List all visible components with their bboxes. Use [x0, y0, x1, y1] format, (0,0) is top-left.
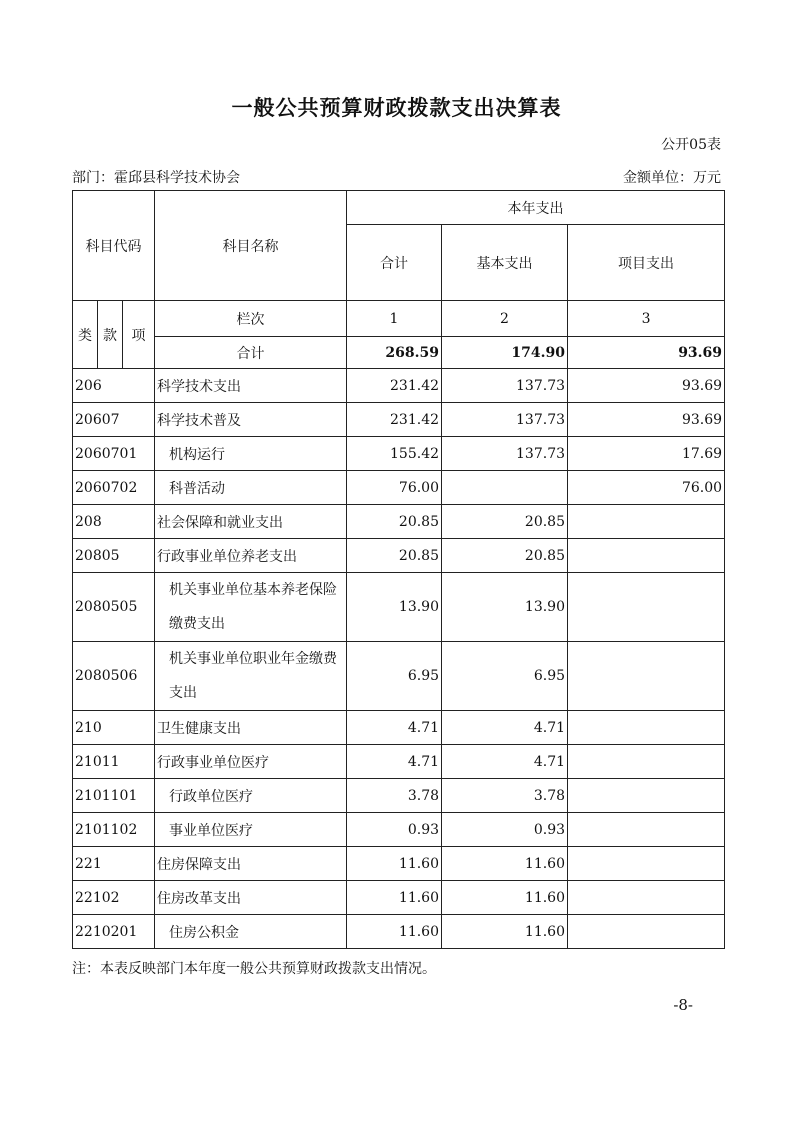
row-name: 行政事业单位养老支出	[155, 539, 347, 573]
header-current-year: 本年支出	[347, 191, 725, 225]
table-row	[73, 539, 725, 573]
row-total: 3.78	[347, 779, 442, 813]
table-row	[73, 779, 725, 813]
row-total: 0.93	[347, 813, 442, 847]
row-project	[568, 573, 725, 642]
table-row	[73, 813, 725, 847]
table-row	[73, 437, 725, 471]
row-code: 208	[73, 505, 155, 539]
form-number: 公开05表	[661, 137, 721, 153]
row-project: 17.69	[568, 437, 725, 471]
row-name: 住房改革支出	[155, 881, 347, 915]
row-name: 社会保障和就业支出	[155, 505, 347, 539]
row-basic: 4.71	[442, 745, 568, 779]
row-project: 93.69	[568, 403, 725, 437]
row-total: 231.42	[347, 403, 442, 437]
unit-label: 金额单位：万元	[623, 170, 721, 186]
expenditure-table	[72, 190, 725, 949]
row-code: 22102	[73, 881, 155, 915]
row-project	[568, 539, 725, 573]
row-name: 机关事业单位基本养老保险缴费支出	[155, 573, 347, 642]
row-code: 21011	[73, 745, 155, 779]
row-project: 76.00	[568, 471, 725, 505]
row-basic: 11.60	[442, 881, 568, 915]
sum-basic: 174.90	[442, 337, 568, 369]
row-project	[568, 915, 725, 949]
row-basic: 11.60	[442, 915, 568, 949]
row-basic: 11.60	[442, 847, 568, 881]
row-total: 155.42	[347, 437, 442, 471]
row-name: 卫生健康支出	[155, 711, 347, 745]
row-project	[568, 642, 725, 711]
table-row	[73, 471, 725, 505]
row-code: 206	[73, 369, 155, 403]
row-basic: 6.95	[442, 642, 568, 711]
header-basic: 基本支出	[442, 225, 568, 301]
page-number: -8-	[673, 996, 693, 1014]
row-name: 住房公积金	[155, 915, 347, 949]
header-name: 科目名称	[155, 191, 347, 301]
department-label: 部门：霍邱县科学技术协会	[72, 170, 240, 186]
row-project	[568, 813, 725, 847]
row-total: 11.60	[347, 847, 442, 881]
row-project	[568, 505, 725, 539]
row-name: 机关事业单位职业年金缴费支出	[155, 642, 347, 711]
row-basic: 20.85	[442, 539, 568, 573]
row-name: 住房保障支出	[155, 847, 347, 881]
sum-label: 合计	[155, 337, 347, 369]
row-name: 行政单位医疗	[155, 779, 347, 813]
header-xiang: 项	[123, 301, 155, 369]
row-total: 76.00	[347, 471, 442, 505]
row-code: 2060702	[73, 471, 155, 505]
row-code: 221	[73, 847, 155, 881]
row-total: 231.42	[347, 369, 442, 403]
sum-total: 268.59	[347, 337, 442, 369]
row-project	[568, 779, 725, 813]
row-basic: 137.73	[442, 437, 568, 471]
table-row	[73, 881, 725, 915]
row-total: 13.90	[347, 573, 442, 642]
table-row	[73, 915, 725, 949]
table-row	[73, 847, 725, 881]
header-lei: 类	[73, 301, 98, 369]
row-name: 科学技术支出	[155, 369, 347, 403]
row-project: 93.69	[568, 369, 725, 403]
column-label: 栏次	[155, 301, 347, 337]
page-title: 一般公共预算财政拨款支出决算表	[231, 96, 562, 120]
row-project	[568, 745, 725, 779]
row-basic	[442, 471, 568, 505]
row-total: 11.60	[347, 881, 442, 915]
header-total: 合计	[347, 225, 442, 301]
row-code: 20805	[73, 539, 155, 573]
row-code: 20607	[73, 403, 155, 437]
header-kuan: 款	[98, 301, 123, 369]
row-code: 2060701	[73, 437, 155, 471]
row-name: 科学技术普及	[155, 403, 347, 437]
row-basic: 13.90	[442, 573, 568, 642]
row-code: 2080505	[73, 573, 155, 642]
row-basic: 4.71	[442, 711, 568, 745]
table-row	[73, 711, 725, 745]
row-total: 4.71	[347, 745, 442, 779]
table-row	[73, 573, 725, 642]
col-number-3: 3	[568, 301, 725, 337]
row-basic: 137.73	[442, 403, 568, 437]
table-row	[73, 745, 725, 779]
row-basic: 3.78	[442, 779, 568, 813]
header-project: 项目支出	[568, 225, 725, 301]
row-code: 210	[73, 711, 155, 745]
row-code: 2080506	[73, 642, 155, 711]
row-project	[568, 711, 725, 745]
col-number-2: 2	[442, 301, 568, 337]
row-name: 机构运行	[155, 437, 347, 471]
table-row	[73, 505, 725, 539]
row-name: 科普活动	[155, 471, 347, 505]
row-basic: 0.93	[442, 813, 568, 847]
col-number-1: 1	[347, 301, 442, 337]
row-project	[568, 847, 725, 881]
row-basic: 20.85	[442, 505, 568, 539]
row-total: 11.60	[347, 915, 442, 949]
row-code: 2101102	[73, 813, 155, 847]
footnote: 注：本表反映部门本年度一般公共预算财政拨款支出情况。	[72, 961, 436, 977]
table-row	[73, 642, 725, 711]
header-code: 科目代码	[73, 191, 155, 301]
row-project	[568, 881, 725, 915]
row-basic: 137.73	[442, 369, 568, 403]
row-total: 20.85	[347, 539, 442, 573]
row-code: 2210201	[73, 915, 155, 949]
table-row	[73, 403, 725, 437]
row-total: 20.85	[347, 505, 442, 539]
row-name: 事业单位医疗	[155, 813, 347, 847]
row-name: 行政事业单位医疗	[155, 745, 347, 779]
row-code: 2101101	[73, 779, 155, 813]
sum-project: 93.69	[568, 337, 725, 369]
table-row	[73, 369, 725, 403]
row-total: 6.95	[347, 642, 442, 711]
row-total: 4.71	[347, 711, 442, 745]
